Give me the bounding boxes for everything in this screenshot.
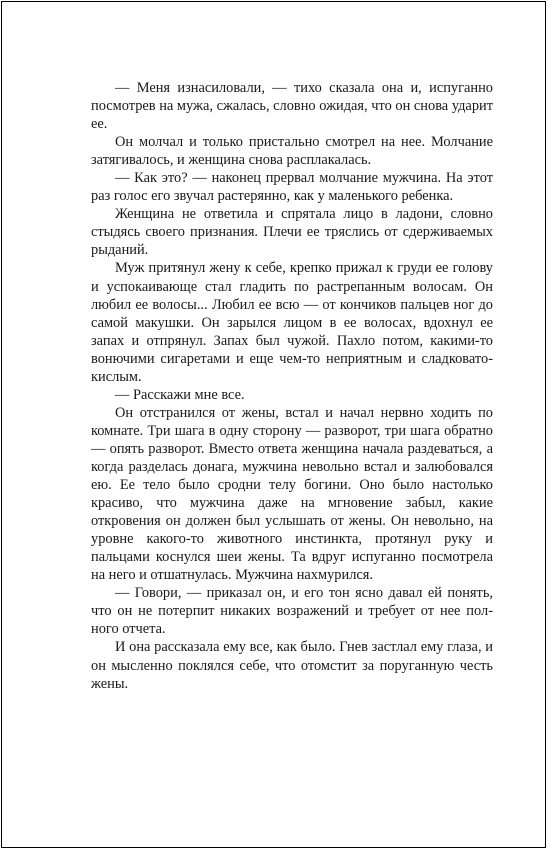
paragraph-8: — Говори, — приказал он, и его тон ясно давал ей понять, что он не потерпит никаких возражений и требует от нее полного отчета. — [91, 585, 493, 638]
book-page — [1, 1, 546, 848]
paragraph-1: — Меня изнасиловали, — тихо сказала она и, испуганно посмотрев на мужа, сжалась, словно ожидая, что он снова ударит ее. — [91, 80, 493, 133]
paragraph-3: — Как это? — наконец прервал молчание мужчина. На этот раз голос его звучал растерянно, как у маленького ребенка. — [91, 170, 493, 205]
paragraph-2: Он молчал и только пристально смотрел на нее. Молчание затягивалось, и женщина снова расплакалась. — [91, 134, 493, 169]
paragraph-9: И она рассказала ему все, как было. Гнев застлал ему глаза, и он мысленно поклялся себе, что отомстит за поруганную честь жены. — [91, 639, 493, 692]
paragraph-7: Он отстранился от жены, встал и начал нервно ходить по комнате. Три шага в одну сторону — разворот, три шага обратно — опять разворот. Вместо ответа женщина начала раздеваться, а когда разделась донага, мужчина невольно встал и залюбовался ею. Ее тело было сродни телу богини. Оно было настолько красиво, что мужчина даже на мгновение забыл, какие откровения он должен был услышать от жены. Он невольно, на уровне какого-то животного инстинкта, протянул руку и пальцами коснулся шеи жены. Та вдруг испуганно посмотрела на него и отшатнулась. Мужчина нахмурился. — [91, 404, 493, 584]
paragraph-4: Женщина не ответила и спрятала лицо в ладони, словно стыдясь своего признания. Плечи ее тряслись от сдерживаемых рыданий. — [91, 206, 493, 259]
paragraph-5: Муж притянул жену к себе, крепко прижал к груди ее голову и успокаивающе стал гладить по растрепанным волосам. Он любил ее волосы... Любил ее всю — от кончиков пальцев ног до самой макушки. Он зарылся лицом в ее волосах, вдохнул ее запах и отпрянул. Запах был чужой. Пахло потом, какими-то вонючими сигаретами и еще чем-то неприятным и сладковато-кислым. — [91, 260, 493, 385]
paragraph-6: — Расскажи мне все. — [115, 386, 245, 403]
page-text — [91, 79, 493, 693]
